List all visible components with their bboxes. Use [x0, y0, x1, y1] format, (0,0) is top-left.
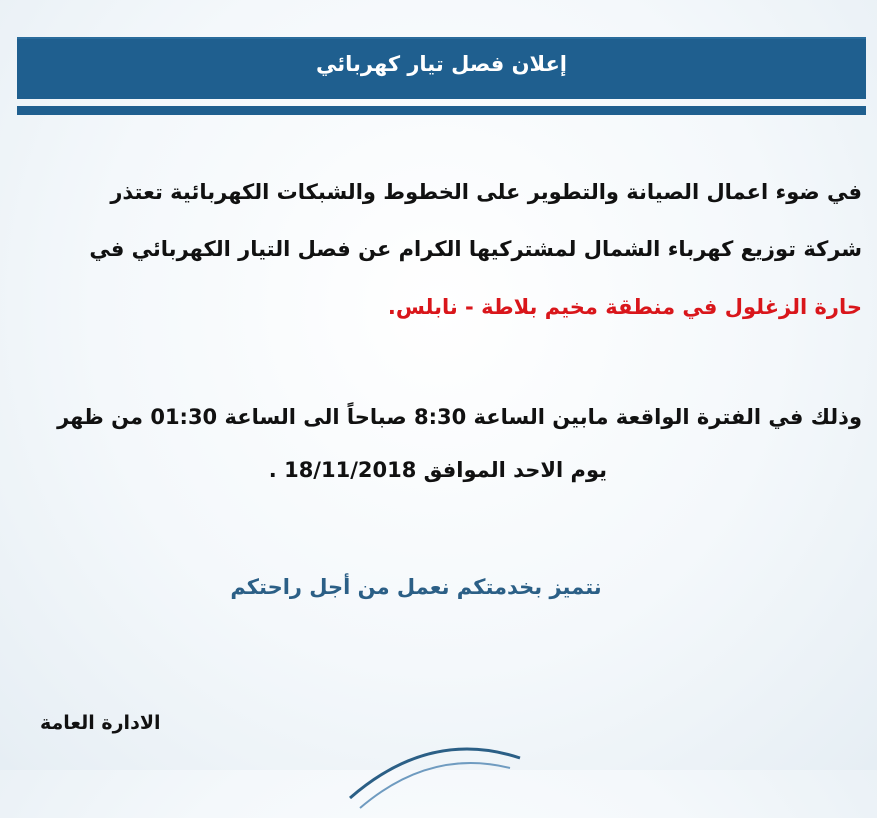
signature-management: الادارة العامة [40, 712, 161, 734]
outage-time-line: وذلك في الفترة الواقعة مابين الساعة 8:30 صباحاً الى الساعة 01:30 من ظهر [57, 405, 862, 429]
announcement-title: إعلان فصل تيار كهربائي [315, 52, 567, 76]
outage-location: حارة الزغلول في منطقة مخيم بلاطة - نابلس. [387, 295, 862, 319]
announcement-title-banner [17, 37, 866, 99]
company-slogan: نتميز بخدمتكم نعمل من أجل راحتكم [230, 575, 602, 599]
company-logo-arc [330, 738, 530, 818]
outage-date-line: يوم الاحد الموافق 18/11/2018 . [268, 458, 607, 482]
title-underline-bar [17, 106, 866, 115]
body-line-1: في ضوء اعمال الصيانة والتطوير على الخطوط والشبكات الكهربائية تعتذر [110, 180, 862, 204]
body-line-2: شركة توزيع كهرباء الشمال لمشتركيها الكرام عن فصل التيار الكهربائي في [89, 237, 862, 261]
